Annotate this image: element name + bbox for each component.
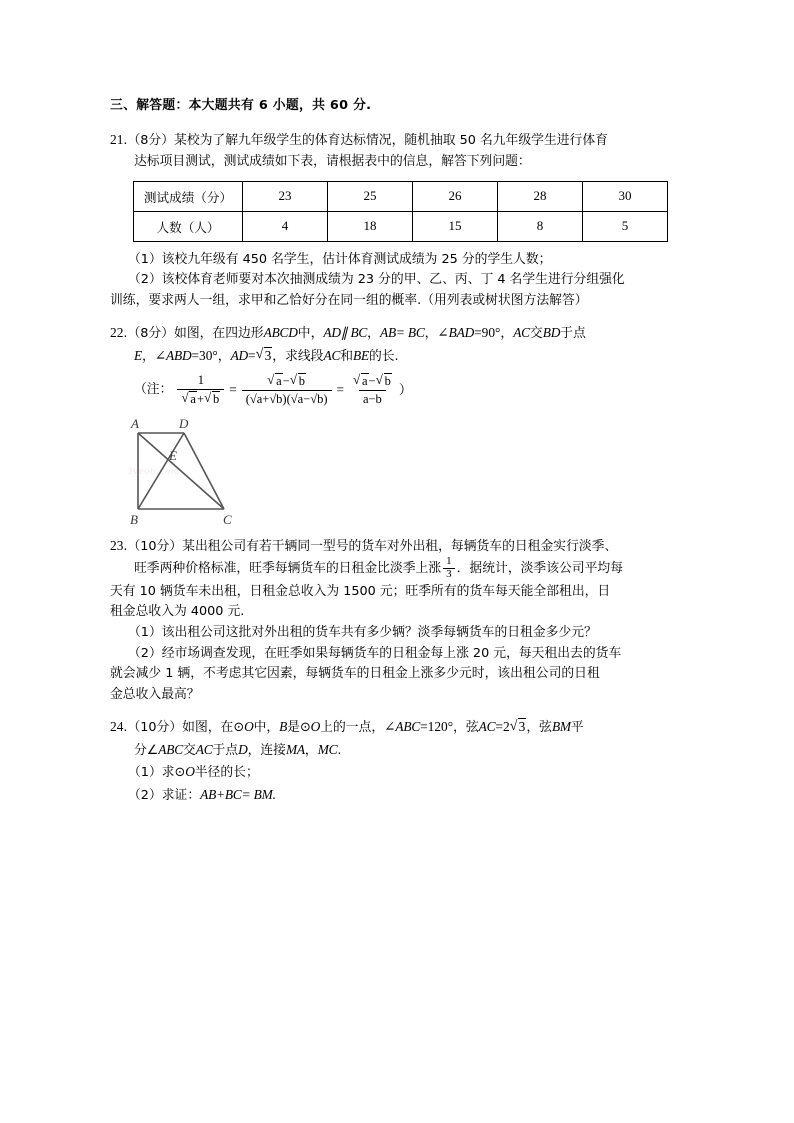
note-lead: （注： [134,382,173,398]
question-23-sub-2a: （2）经市场调查发现，在旺季如果每辆货车的日租金每上涨 20 元，每天租出去的货车 [128,645,622,661]
question-22-stem-line2: E，∠ABD=30°，AD= √ 3，求线段AC和BE的长. [110,345,690,368]
question-24-chord-ac-eq: =2 [495,718,510,734]
sqrt-icon-b3 [376,373,392,389]
question-22-line2-end: 的长. [368,348,399,364]
question-23-stem-text2b: ．据统计，淡季该公司平均每 [456,561,623,577]
question-22-point-e: E [134,347,142,363]
angle-symbol-icon-2: ∠ [154,347,167,363]
sqrt-icon-ad [256,345,273,367]
question-24-sub1-lead: （1）求⊙ [128,765,186,781]
question-22-ad-label: AD [230,347,249,363]
diagonal-ac [138,433,224,509]
question-22-line2-and: 和 [340,348,353,364]
question-24-stem-line2 [110,739,690,762]
figure-label-c: C [223,511,232,527]
question-22-stem-b: 中， [297,325,324,341]
question-24-stem-a: 如图，在⊙ [182,719,245,735]
question-24-stem-b: 中， [253,719,280,735]
watermark-text: Jyeoo.com [128,464,180,477]
question-22-note [110,373,690,407]
question-23-stem-text2a: 旺季两种价格标准，旺季每辆货车的日租金比淡季上涨 [134,561,442,577]
fraction-one-third [443,556,455,580]
table-header-count: 人数（人） [134,211,243,241]
note-frac1-denominator [177,389,224,407]
question-24-point-d: D [238,741,248,757]
question-23-stem-line4: 租金总收入为 4000 元. [110,604,245,620]
question-24-sub-1 [110,761,690,784]
question-22-line2-tail: ，求线段 [272,348,324,364]
question-22-seg-be: BE [352,347,369,363]
question-22-cond-equal: AB= BC [379,324,425,340]
fraction-numerator: 1 [443,556,455,569]
question-24 [110,716,690,807]
question-23-sub-2b: 就会减少 1 辆，不考虑其它因素，每辆货车的日租金上涨多少元时，该出租公司的日租 [110,666,600,682]
sqrt-icon-a1 [181,391,197,407]
question-24-seg-ma: MA [285,741,305,757]
note-frac1-numerator: 1 [197,373,204,388]
figure-label-e: E [169,447,177,463]
question-24-stem-line1: 24.（10分）如图，在⊙O中，B是⊙O上的一点，∠ABC=120°，弦AC=2 √ 3，弦BM平 [110,716,690,739]
question-24-stem-c: 是⊙ [287,719,311,735]
question-22-stem-line1: 22.（8分）如图，在四边形ABCD中，AD∥ BC，AB= BC，∠BAD=90°，AC交BD于点 [110,324,586,341]
question-24-chord-lead-1: ，弦 [453,719,479,735]
question-22-quad-name: ABCD [263,324,298,340]
question-22-points: （8分） [127,325,175,341]
question-21-sub-2b: 训练，要求两人一组，求甲和乙恰好分在同一组的概率.（用列表或树状图方法解答） [110,293,588,309]
question-24-line2-e: ，连接 [247,742,286,758]
note-frac1-b: b [213,391,220,406]
table-cell-count-1: 4 [243,211,328,241]
question-23-sub-2c: 金总收入最高？ [110,687,200,703]
question-21-points: （8分） [127,133,175,149]
table-header-score: 测试成绩（分） [134,181,243,211]
segment-dc [184,433,224,509]
sqrt-icon-b1 [204,391,220,407]
note-frac2-denominator: (√a+√b)(√a−√b) [242,390,332,407]
sqrt-icon-a3 [353,373,369,389]
question-22-stem-a: 如图，在四边形 [174,325,264,341]
question-23-stem-text1: 某出租公司有若干辆同一型号的货车对外出租，每辆货车的日租金实行淡季、 [182,538,618,554]
question-24-chord-ac: AC [478,718,496,734]
angle-symbol-icon-3: ∠ [384,718,396,734]
note-equals-1: = [229,382,237,398]
question-24-line2-a: 分∠ [134,742,159,758]
question-24-sub1-tail: 半径的长； [194,765,259,781]
note-frac1-plus: + [196,391,205,406]
question-22 [110,322,690,531]
note-frac3-denominator: a−b [359,390,386,407]
note-fraction-1 [177,373,224,407]
question-21-sub-2a: （2）该校体育老师要对本次抽测成绩为 23 分的甲、乙、丙、丁 4 名学生进行分组强化 [128,272,625,288]
spacer-23-24 [110,708,690,716]
question-22-figure [110,413,690,531]
question-24-stem-d: 上的一点， [320,719,385,735]
score-distribution-table [133,181,668,242]
figure-label-d: D [179,415,189,431]
question-22-cross-tail: 于点 [560,325,586,341]
note-fraction-3 [349,373,396,407]
question-23-points: （10分） [127,538,183,554]
question-23-number: 23 [110,537,124,553]
question-24-angle-abc: ABC [395,718,421,734]
quadrilateral-abcd-diagram [120,413,280,531]
question-24-line2-abc: ABC [158,741,183,757]
table-cell-score-3: 26 [413,181,498,211]
figure-label-a: A [131,415,139,431]
table-cell-count-4: 8 [498,211,583,241]
question-24-points: （10分） [127,719,183,735]
sqrt-icon-ac [510,716,527,738]
question-23 [110,535,690,706]
table-row-scores [134,181,668,211]
table-cell-count-2: 18 [328,211,413,241]
question-24-line2-comma: ， [304,742,318,758]
question-24-stem-tail1: 平 [570,719,584,735]
question-24-chord-bm: BM [551,718,571,734]
question-22-cross-text: 交 [529,325,543,341]
table-cell-score-5: 30 [583,181,668,211]
question-22-cond-angle-value: =90° [474,324,501,340]
question-21-stem-line1: 21.（8分）某校为了解九年级学生的体育达标情况，随机抽取 50 名九年级学生进行体育 [110,132,608,149]
question-23-stem-line2 [110,557,690,581]
note-frac2-numerator [263,373,310,390]
angle-symbol-icon: ∠ [437,324,449,340]
note-frac2-minus: − [282,374,290,389]
page-content [110,96,690,809]
diagonal-db [138,433,184,509]
question-24-circle-o-2: O [310,718,321,734]
question-22-cond-parallel: AD∥ BC [323,324,368,340]
fraction-denominator: 3 [446,567,452,580]
question-24-angle-abc-value: =120° [420,718,454,734]
question-22-ad-eq: = [248,347,256,363]
note-frac2-a: a [276,374,282,389]
table-cell-score-4: 28 [498,181,583,211]
note-fraction-2 [242,373,332,407]
note-equals-2: = [336,382,344,398]
question-22-ad-radicand: 3 [264,347,272,363]
question-22-angle-abd-value: =30° [191,347,218,363]
question-24-chord-ac-radicand: 3 [518,718,526,734]
question-22-seg-ac: AC [323,347,341,363]
question-24-line2-end: . [337,742,342,758]
question-24-sub1-o: O [185,764,195,780]
question-24-seg-mc: MC [317,741,338,757]
question-23-stem-line1: 23.（10分）某出租公司有若干辆同一型号的货车对外出租，每辆货车的日租金实行淡季、 [110,537,618,554]
note-frac3-a: a [361,374,368,389]
question-21-number: 21 [110,132,124,148]
question-24-sub-2 [110,784,690,807]
question-22-angle-abd: ABD [166,347,192,363]
question-22-cond-angle-bad: BAD [448,324,475,340]
note-close-paren: ） [398,382,412,398]
sqrt-icon-b2 [290,373,306,389]
note-frac3-minus: − [368,374,376,389]
table-cell-count-3: 15 [413,211,498,241]
section-heading: 三、解答题：本大题共有 6 小题，共 60 分. [110,98,372,113]
question-22-cross-ac: AC [513,324,530,340]
question-24-chord-lead-2: ，弦 [526,719,552,735]
question-24-line2-c: 于点 [212,742,239,758]
question-24-line2-b: 交 [182,742,196,758]
note-frac1-a: a [190,391,196,406]
figure-label-b: B [130,511,138,527]
question-23-sub-1: （1）该出租公司这批对外出租的货车共有多少辆？淡季每辆货车的日租金多少元？ [128,624,597,640]
spacer-21-22 [110,314,690,322]
question-24-circle-o-1: O [244,718,254,734]
table-cell-count-5: 5 [583,211,668,241]
table-row-counts [134,211,668,241]
sqrt-icon-a2 [267,373,283,389]
note-frac3-numerator [349,373,396,390]
question-22-cross-bd: BD [542,324,561,340]
question-21-stem-line2: 达标项目测试，测试成绩如下表，请根据表中的信息，解答下列问题： [134,153,531,169]
question-24-point-b: B [279,718,288,734]
table-cell-score-2: 25 [328,181,413,211]
note-frac3-b: b [384,374,391,389]
question-24-number: 24 [110,718,124,734]
question-24-sub2-lead: （2）求证： [128,788,201,803]
table-cell-score-1: 23 [243,181,328,211]
question-21-sub-1: （1）该校九年级有 450 名学生，估计体育测试成绩为 25 分的学生人数； [128,251,552,267]
question-24-line2-ac: AC [195,741,213,757]
question-23-stem-line3: 天有 10 辆货车未出租，日租金总收入为 1500 元；旺季所有的货车每天能全部租出，日 [110,583,611,599]
question-21 [110,129,690,312]
note-frac2-b: b [298,374,306,389]
question-21-stem-text1: 某校为了解九年级学生的体育达标情况，随机抽取 50 名九年级学生进行体育 [174,133,608,149]
question-22-number: 22 [110,324,124,340]
question-24-sub2-formula: AB+BC= BM. [200,787,276,802]
